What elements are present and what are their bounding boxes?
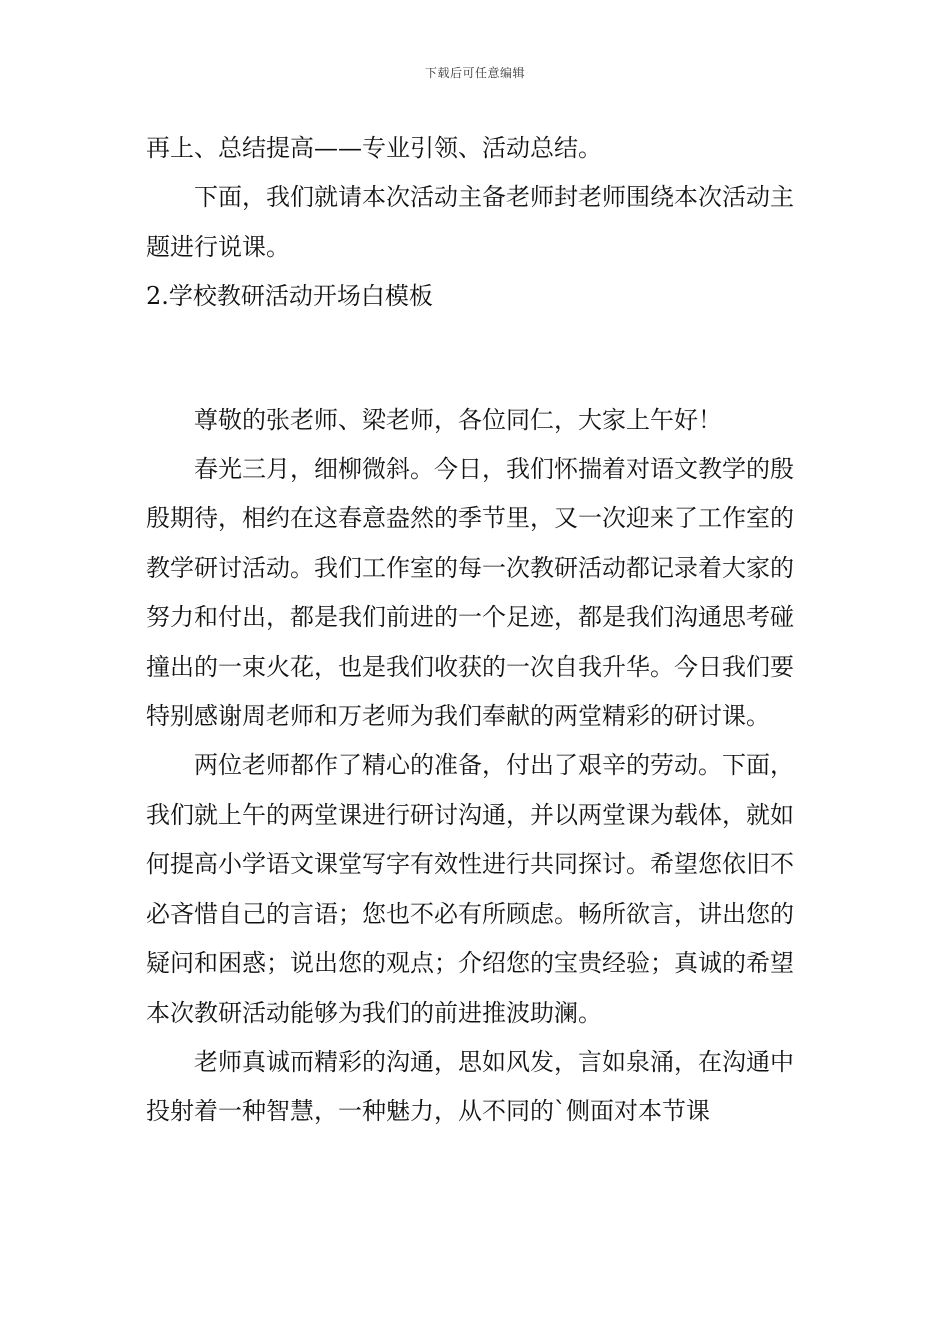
page-header: 下载后可任意编辑 — [424, 66, 525, 80]
paragraph-summary: 再上、总结提高——专业引领、活动总结。 — [146, 134, 602, 162]
section-heading: 2.学校教研活动开场白模板 — [146, 282, 433, 311]
document-body — [146, 124, 810, 1137]
blank-line — [146, 322, 810, 396]
paragraph-greeting: 尊敬的张老师、梁老师，各位同仁，大家上午好！ — [194, 405, 722, 434]
paragraph-spring-intro: 春光三月，细柳微斜。今日，我们怀揣着对语文教学的殷殷期待，相约在这春意盎然的季节里，又一次迎来了工作室的教学研讨活动。我们工作室的每一次教研活动都记录着大家的努力和付出，都是我们前进的一个足迹，都是我们沟通思考碰撞出的一束火花，也是我们收获的一次自我升华。今日我们要特别感谢周老师和万老师为我们奉献的两堂精彩的研讨课。 — [146, 455, 794, 731]
paragraph-discussion: 两位老师都作了精心的准备，付出了艰辛的劳动。下面，我们就上午的两堂课进行研讨沟通，并以两堂课为载体，就如何提高小学语文课堂写字有效性进行共同探讨。希望您依旧不必吝惜自己的言语；您也不必有所顾虑。畅所欲言，讲出您的疑问和困惑；说出您的观点；介绍您的宝贵经验；真诚的希望本次教研活动能够为我们的前进推波助澜。 — [146, 751, 794, 1027]
paragraph-lecture-intro: 下面，我们就请本次活动主备老师封老师围绕本次活动主题进行说课。 — [146, 183, 794, 261]
paragraph-closing: 老师真诚而精彩的沟通，思如风发，言如泉涌，在沟通中投射着一种智慧，一种魅力，从不同的`侧面对本节课 — [146, 1047, 794, 1126]
